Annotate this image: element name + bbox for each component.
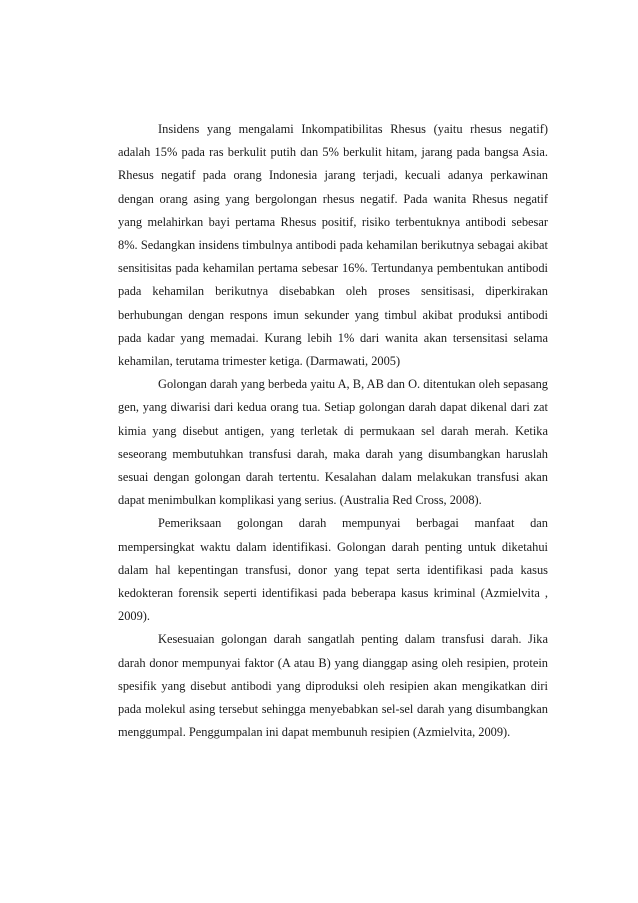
paragraph-blood-type-examination: Pemeriksaan golongan darah mempunyai berbagai manfaat dan mempersingkat waktu dalam identifikasi. Golongan darah penting untuk diketahui dalam hal kepentingan transfusi, donor yang tepat serta identifikasi pada kasus kedokteran forensik seperti identifikasi pada beberapa kasus kriminal (Azmielvita , 2009).: [118, 516, 548, 624]
paragraph-rhesus-incidence: Insidens yang mengalami Inkompatibilitas Rhesus (yaitu rhesus negatif) adalah 15% pada ras berkulit putih dan 5% berkulit hitam, jarang pada bangsa Asia. Rhesus negatif pada orang Indonesia jarang terjadi, kecuali adanya perkawinan dengan orang asing yang bergolongan rhesus negatif. Pada wanita Rhesus negatif yang melahirkan bayi pertama Rhesus positif, risiko terbentuknya antibodi sebesar 8%. Sedangkan insidens timbulnya antibodi pada kehamilan berikutnya sebagai akibat sensitisitas pada kehamilan pertama sebesar 16%. Tertundanya pembentukan antibodi pada kehamilan berikutnya disebabkan oleh proses sensitisasi, diperkirakan berhubungan dengan respons imun sekunder yang timbul akibat produksi antibodi pada kadar yang memadai. Kurang lebih 1% dari wanita akan tersensitasi selama kehamilan, terutama trimester ketiga. (Darmawati, 2005): [118, 122, 548, 369]
paragraph-blood-groups: Golongan darah yang berbeda yaitu A, B, AB dan O. ditentukan oleh sepasang gen, yang diwarisi dari kedua orang tua. Setiap golongan darah dapat dikenal dari zat kimia yang disebut antigen, yang terletak di permukaan sel darah merah. Ketika seseorang membutuhkan transfusi darah, maka darah yang disumbangkan haruslah sesuai dengan golongan darah tertentu. Kesalahan dalam melakukan transfusi akan dapat menimbulkan komplikasi yang serius. (Australia Red Cross, 2008).: [118, 377, 548, 508]
document-body: [118, 118, 548, 744]
paragraph-blood-compatibility: Kesesuaian golongan darah sangatlah penting dalam transfusi darah. Jika darah donor mempunyai faktor (A atau B) yang dianggap asing oleh resipien, protein spesifik yang disebut antibodi yang diproduksi oleh resipien akan mengikatkan diri pada molekul asing tersebut sehingga menyebabkan sel-sel darah yang disumbangkan menggumpal. Penggumpalan ini dapat membunuh resipien (Azmielvita, 2009).: [118, 632, 548, 740]
